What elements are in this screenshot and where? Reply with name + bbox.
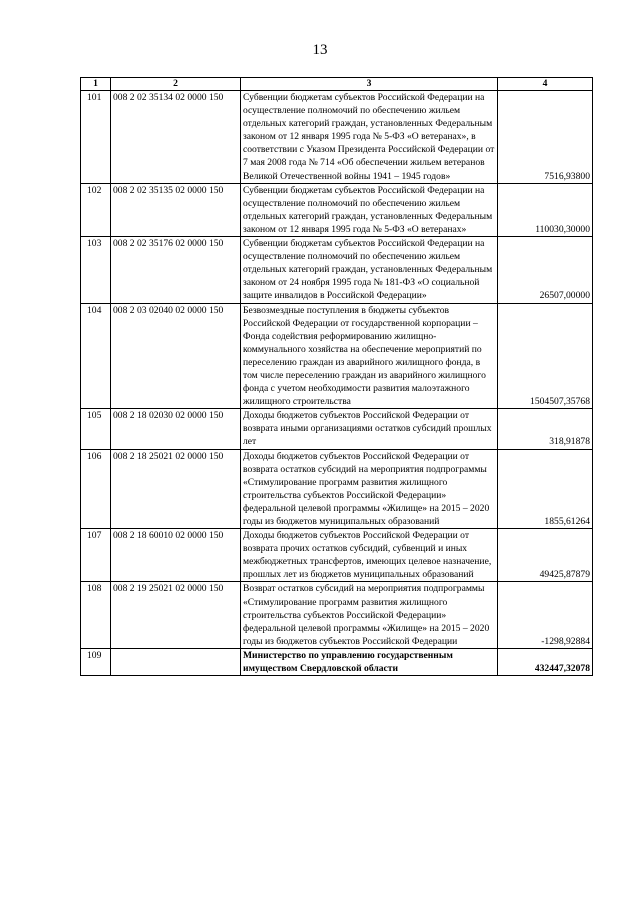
revenue-name: Доходы бюджетов субъектов Российской Федерации от возврата иными организациями остатков субсидий прошлых лет xyxy=(241,409,498,449)
amount-value: 49425,87879 xyxy=(498,529,593,582)
row-number: 102 xyxy=(81,183,111,236)
revenue-name: Субвенции бюджетам субъектов Российской Федерации на осуществление полномочий по обеспечению жильем отдельных категорий граждан, установленных Федеральным законом от 24 ноября 1995 года № 181-ФЗ «О социальной защите инвалидов в Российской Федерации» xyxy=(241,237,498,303)
revenue-table xyxy=(80,77,593,676)
amount-value: 110030,30000 xyxy=(498,183,593,236)
row-number: 109 xyxy=(81,648,111,675)
column-header: 4 xyxy=(498,78,593,91)
revenue-name: Возврат остатков субсидий на мероприятия подпрограммы «Стимулирование программ развития жилищного строительства субъектов Российской Федерации» федеральной целевой программы «Жилище» на 2015 – 2020 годы из бюджетов субъектов Российской Федерации xyxy=(241,582,498,648)
revenue-name: Доходы бюджетов субъектов Российской Федерации от возврата остатков субсидий на мероприятия подпрограммы «Стимулирование программ развития жилищного строительства субъектов Российской Федерации» федеральной целевой программы «Жилище» на 2015 – 2020 годы из бюджетов муниципальных образований xyxy=(241,449,498,529)
revenue-name: Доходы бюджетов субъектов Российской Федерации от возврата прочих остатков субсидий, субвенций и иных межбюджетных трансфертов, имеющих целевое назначение, прошлых лет из бюджетов муниципальных образований xyxy=(241,529,498,582)
revenue-name: Безвозмездные поступления в бюджеты субъектов Российской Федерации от государственной корпорации – Фонда содействия реформированию жилищно-коммунального хозяйства на обеспечение мероприятий по переселению граждан из аварийного жилищного фонда, в том числе переселению граждан из аварийного жилищного фонда с учетом необходимости развития малоэтажного жилищного строительства xyxy=(241,303,498,409)
row-number: 101 xyxy=(81,91,111,184)
table-row xyxy=(81,409,593,449)
budget-code: 008 2 18 60010 02 0000 150 xyxy=(111,529,241,582)
table-row xyxy=(81,582,593,648)
table-row xyxy=(81,91,593,184)
row-number: 104 xyxy=(81,303,111,409)
row-number: 105 xyxy=(81,409,111,449)
row-number: 103 xyxy=(81,237,111,303)
table-row xyxy=(81,648,593,675)
table-row xyxy=(81,183,593,236)
row-number: 107 xyxy=(81,529,111,582)
column-header: 1 xyxy=(81,78,111,91)
amount-value: 1504507,35768 xyxy=(498,303,593,409)
row-number: 108 xyxy=(81,582,111,648)
budget-code xyxy=(111,648,241,675)
revenue-name: Субвенции бюджетам субъектов Российской Федерации на осуществление полномочий по обеспечению жильем отдельных категорий граждан, установленных Федеральным законом от 12 января 1995 года № 5-ФЗ «О ветеранах», в соответствии с Указом Президента Российской Федерации от 7 мая 2008 года № 714 «Об обеспечении жильем ветеранов Великой Отечественной войны 1941 – 1945 годов» xyxy=(241,91,498,184)
budget-code: 008 2 19 25021 02 0000 150 xyxy=(111,582,241,648)
table-row xyxy=(81,237,593,303)
budget-code: 008 2 18 25021 02 0000 150 xyxy=(111,449,241,529)
budget-code: 008 2 02 35135 02 0000 150 xyxy=(111,183,241,236)
table-header-row xyxy=(81,78,593,91)
revenue-name: Субвенции бюджетам субъектов Российской Федерации на осуществление полномочий по обеспечению жильем отдельных категорий граждан, установленных Федеральным законом от 12 января 1995 года № 5-ФЗ «О ветеранах» xyxy=(241,183,498,236)
budget-code: 008 2 18 02030 02 0000 150 xyxy=(111,409,241,449)
amount-value: 432447,32078 xyxy=(498,648,593,675)
amount-value: 7516,93800 xyxy=(498,91,593,184)
table-row xyxy=(81,303,593,409)
table-row xyxy=(81,449,593,529)
table-row xyxy=(81,529,593,582)
budget-code: 008 2 02 35176 02 0000 150 xyxy=(111,237,241,303)
revenue-name: Министерство по управлению государственным имуществом Свердловской области xyxy=(241,648,498,675)
column-header: 2 xyxy=(111,78,241,91)
amount-value: 1855,61264 xyxy=(498,449,593,529)
amount-value: 318,91878 xyxy=(498,409,593,449)
budget-code: 008 2 03 02040 02 0000 150 xyxy=(111,303,241,409)
column-header: 3 xyxy=(241,78,498,91)
page-number: 13 xyxy=(312,42,328,58)
amount-value: 26507,00000 xyxy=(498,237,593,303)
budget-code: 008 2 02 35134 02 0000 150 xyxy=(111,91,241,184)
amount-value: -1298,92884 xyxy=(498,582,593,648)
row-number: 106 xyxy=(81,449,111,529)
